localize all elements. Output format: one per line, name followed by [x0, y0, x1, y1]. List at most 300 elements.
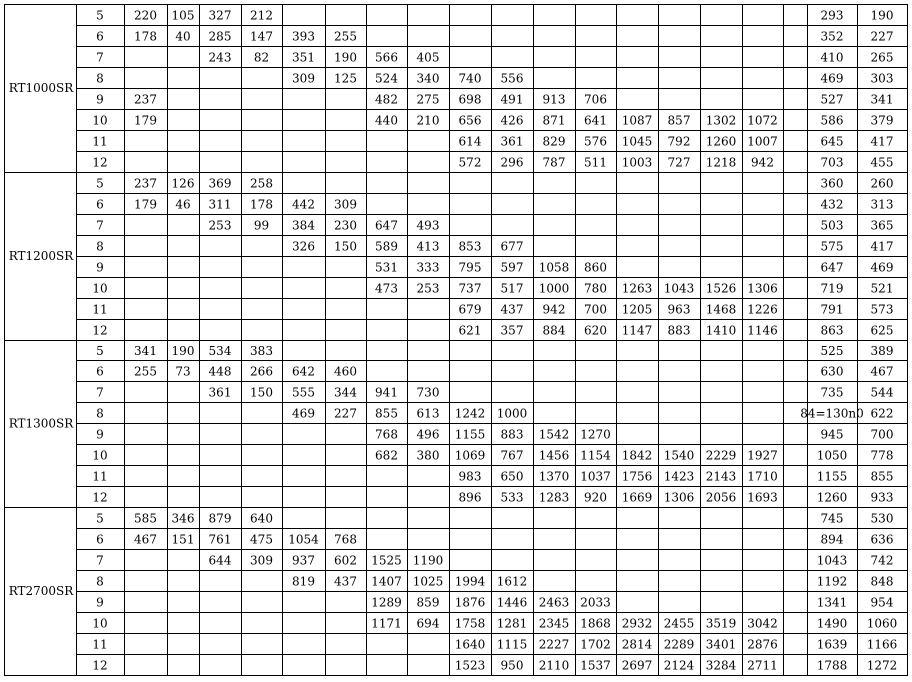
table-cell: 285 [208, 29, 232, 44]
table-cell-c1: 586 [820, 113, 844, 128]
table-cell: 1283 [538, 490, 570, 505]
table-cell: 761 [208, 532, 232, 547]
row-number: 12 [92, 323, 108, 338]
table-cell: 1270 [580, 427, 611, 442]
table-cell-c1: 503 [820, 218, 844, 233]
table-cell: 178 [134, 29, 157, 44]
table-cell: 1146 [747, 323, 778, 338]
table-cell: 383 [250, 344, 273, 358]
table-cell: 2711 [747, 658, 778, 673]
table-cell: 40 [175, 29, 191, 44]
row-number: 11 [92, 302, 108, 317]
row-divider [76, 67, 908, 68]
table-cell: 440 [375, 113, 398, 128]
table-cell: 1069 [454, 448, 486, 463]
row-number: 10 [92, 448, 108, 463]
table-cell: 467 [134, 532, 157, 547]
table-cell: 361 [208, 385, 232, 400]
table-cell: 613 [416, 406, 440, 421]
table-cell: 1155 [454, 427, 486, 442]
table-cell-c2: 855 [870, 469, 894, 484]
row-number: 12 [92, 155, 108, 170]
table-cell: 493 [416, 218, 440, 233]
row-divider [76, 591, 908, 592]
row-divider [76, 46, 908, 47]
table-cell: 920 [584, 490, 607, 505]
table-cell-c1: 1788 [816, 658, 848, 673]
table-cell: 1540 [663, 448, 695, 463]
row-divider [76, 235, 908, 236]
table-cell-c2: 700 [870, 427, 894, 442]
row-number: 9 [96, 260, 104, 275]
table-cell: 656 [458, 113, 482, 128]
table-cell: 3284 [705, 658, 737, 673]
table-cell: 576 [584, 134, 607, 149]
table-cell: 884 [542, 323, 566, 338]
table-cell-c2: 313 [870, 197, 894, 212]
table-cell-c2: 544 [870, 385, 894, 400]
table-cell: 220 [134, 8, 157, 23]
table-cell: 309 [334, 197, 357, 212]
table-cell: 413 [416, 239, 440, 254]
table-cell: 253 [416, 281, 440, 296]
table-cell: 1526 [705, 281, 737, 296]
table-cell: 333 [416, 260, 440, 275]
model-label: RT1300SR [8, 416, 74, 431]
row-number: 8 [96, 406, 104, 421]
table-cell: 243 [208, 50, 232, 65]
table-cell-c1: 1260 [816, 490, 848, 505]
row-number: 12 [92, 658, 108, 673]
row-divider [76, 88, 908, 89]
table-cell: 1756 [621, 469, 653, 484]
table-cell: 442 [292, 197, 315, 212]
table-cell: 589 [375, 239, 398, 254]
row-number: 10 [92, 113, 108, 128]
table-cell: 150 [250, 385, 273, 400]
table-cell: 473 [375, 281, 398, 296]
table-cell-c2: 573 [870, 302, 894, 317]
table-cell: 227 [334, 406, 357, 421]
table-cell: 1115 [496, 637, 528, 652]
table-cell: 556 [500, 71, 524, 86]
table-cell: 1842 [621, 448, 653, 463]
table-cell-c1: 647 [820, 260, 844, 275]
table-cell-c1: 527 [820, 92, 844, 107]
table-cell: 2056 [705, 490, 737, 505]
row-divider [76, 402, 908, 403]
table-cell: 700 [584, 302, 607, 317]
table-cell-c2: 365 [870, 218, 894, 233]
table-cell-c2: 933 [870, 490, 894, 505]
table-cell: 787 [542, 155, 566, 170]
table-cell: 327 [208, 8, 232, 23]
table-cell: 2124 [663, 658, 695, 673]
row-divider [76, 444, 908, 445]
table-cell-c1: 1341 [816, 595, 848, 610]
table-cell: 983 [458, 469, 482, 484]
model-label: RT1000SR [8, 81, 74, 95]
table-cell: 147 [250, 29, 273, 44]
table-cell: 640 [250, 511, 273, 526]
table-cell: 1226 [747, 302, 778, 317]
model-label: RT1200SR [8, 249, 74, 263]
table-cell: 1523 [454, 658, 486, 673]
table-cell: 1154 [580, 448, 611, 463]
table-cell-c1: 525 [820, 344, 844, 358]
table-cell-c1: 703 [820, 155, 844, 170]
table-cell: 311 [208, 197, 232, 212]
table-cell: 125 [334, 71, 357, 86]
table-cell: 853 [458, 239, 482, 254]
table-cell-c1: 894 [820, 532, 844, 547]
table-cell: 344 [334, 385, 357, 400]
row-number: 6 [96, 29, 104, 44]
table-cell: 2229 [705, 448, 737, 463]
row-number: 6 [96, 364, 104, 379]
row-divider [76, 528, 908, 529]
table-cell: 795 [458, 260, 482, 275]
row-divider [76, 25, 908, 26]
table-cell: 1876 [454, 595, 486, 610]
table-cell: 531 [375, 260, 398, 275]
table-cell: 767 [500, 448, 524, 463]
row-number: 7 [96, 218, 104, 233]
table-cell: 230 [334, 218, 357, 233]
table-cell: 1468 [705, 302, 737, 317]
table-cell: 3401 [705, 637, 737, 652]
table-cell: 913 [542, 92, 566, 107]
table-cell: 351 [292, 50, 315, 65]
table-cell: 937 [292, 553, 315, 568]
table-cell: 1370 [538, 469, 570, 484]
table-cell-c2: 190 [870, 8, 894, 23]
table-cell-c2: 1060 [866, 616, 898, 631]
table-cell: 1302 [705, 113, 737, 128]
table-cell-c1: 745 [820, 511, 844, 526]
table-cell: 883 [500, 427, 524, 442]
table-cell: 641 [584, 113, 607, 128]
table-cell: 1927 [747, 448, 778, 463]
table-cell: 768 [375, 427, 398, 442]
table-cell: 524 [375, 71, 398, 86]
table-cell: 941 [375, 385, 398, 400]
table-cell: 1710 [747, 469, 778, 484]
table-cell: 621 [458, 323, 482, 338]
table-cell: 597 [500, 260, 524, 275]
table-cell: 253 [208, 218, 232, 233]
table-cell-c1: 630 [820, 364, 844, 379]
table-cell: 179 [134, 197, 157, 212]
table-cell: 1263 [621, 281, 653, 296]
table-cell: 346 [171, 511, 195, 526]
row-divider [76, 214, 908, 215]
table-cell: 1758 [454, 616, 486, 631]
table-cell-c1: 1639 [816, 637, 848, 652]
table-cell: 2345 [538, 616, 570, 631]
table-cell: 341 [134, 344, 157, 358]
table-cell: 460 [334, 364, 357, 379]
row-number: 8 [96, 71, 104, 86]
table-cell: 963 [667, 302, 691, 317]
table-cell-c1: 1050 [816, 448, 848, 463]
table-cell-c1: 293 [820, 8, 844, 23]
table-cell: 296 [500, 155, 524, 170]
row-number: 7 [96, 553, 104, 568]
table-cell: 2033 [580, 595, 611, 610]
row-divider [76, 570, 908, 571]
row-number: 11 [92, 134, 108, 149]
table-cell-c2: 848 [870, 574, 894, 589]
group-divider [4, 172, 908, 173]
table-cell: 1542 [538, 427, 570, 442]
table-cell-c1: 84=130n0 [800, 406, 864, 421]
table-cell: 1525 [371, 553, 402, 568]
table-cell: 679 [458, 302, 482, 317]
table-cell: 369 [208, 176, 232, 191]
row-number: 11 [92, 637, 108, 652]
row-divider [76, 654, 908, 655]
table-cell: 859 [416, 595, 440, 610]
table-cell-c1: 575 [820, 239, 844, 254]
table-cell: 1205 [621, 302, 653, 317]
table-cell: 534 [208, 344, 232, 358]
table-cell-c2: 303 [870, 71, 894, 86]
table-cell: 426 [500, 113, 524, 128]
row-divider [76, 109, 908, 110]
table-cell: 644 [208, 553, 232, 568]
table-cell: 3519 [705, 616, 737, 631]
table-cell: 179 [134, 113, 157, 128]
table-cell: 1171 [371, 616, 402, 631]
table-cell-c2: 530 [870, 511, 894, 526]
table-cell: 1994 [454, 574, 486, 589]
row-number: 6 [96, 197, 104, 212]
table-cell: 860 [584, 260, 607, 275]
table-cell: 585 [134, 511, 157, 526]
table-cell: 647 [375, 218, 398, 233]
table-cell: 768 [334, 532, 357, 547]
table-cell: 258 [250, 176, 273, 191]
table-cell: 740 [458, 71, 482, 86]
table-cell: 511 [584, 155, 607, 170]
row-divider [76, 423, 908, 424]
table-cell-c1: 432 [820, 197, 844, 212]
table-cell: 706 [584, 92, 607, 107]
table-cell: 237 [134, 176, 157, 191]
table-cell: 942 [751, 155, 774, 170]
table-cell: 694 [416, 616, 440, 631]
table-cell-c2: 265 [870, 50, 894, 65]
table-cell: 266 [250, 364, 273, 379]
row-divider [76, 298, 908, 299]
row-number: 5 [96, 344, 104, 358]
table-cell-c1: 360 [820, 176, 844, 191]
table-cell: 737 [458, 281, 482, 296]
table-cell: 2932 [621, 616, 653, 631]
table-cell: 871 [542, 113, 566, 128]
table-cell: 1000 [538, 281, 570, 296]
table-cell: 1003 [621, 155, 653, 170]
table-cell: 437 [334, 574, 357, 589]
table-cell: 698 [458, 92, 482, 107]
table-cell: 275 [416, 92, 440, 107]
table-cell: 361 [500, 134, 524, 149]
table-cell-c2: 260 [870, 176, 894, 191]
table-cell: 1043 [663, 281, 695, 296]
table-cell: 642 [292, 364, 315, 379]
table-cell: 3042 [747, 616, 778, 631]
row-number: 7 [96, 385, 104, 400]
table-cell-c2: 379 [870, 113, 894, 128]
row-divider [76, 151, 908, 152]
table-cell: 896 [458, 490, 482, 505]
row-divider [76, 193, 908, 194]
table-cell: 533 [500, 490, 524, 505]
table-cell: 1537 [580, 658, 611, 673]
row-number: 9 [96, 595, 104, 610]
row-divider [76, 256, 908, 257]
table-cell: 448 [208, 364, 232, 379]
group-divider [4, 507, 908, 508]
table-cell: 1260 [705, 134, 737, 149]
table-cell: 255 [134, 364, 157, 379]
row-number: 12 [92, 490, 108, 505]
table-cell: 2289 [663, 637, 695, 652]
table-cell: 82 [253, 50, 270, 65]
table-cell: 1147 [621, 323, 653, 338]
table-cell-c2: 417 [870, 134, 894, 149]
table-cell: 46 [175, 197, 191, 212]
table-cell: 105 [171, 8, 195, 23]
table-cell-c1: 791 [820, 302, 844, 317]
table-cell: 210 [416, 113, 440, 128]
table-cell: 1669 [621, 490, 653, 505]
table-cell: 393 [292, 29, 315, 44]
table-cell: 357 [500, 323, 524, 338]
table-cell: 309 [250, 553, 273, 568]
group-divider [4, 340, 908, 341]
table-cell-c2: 625 [870, 323, 894, 338]
table-cell: 2876 [747, 637, 778, 652]
table-cell-c1: 1490 [816, 616, 848, 631]
table-cell: 1306 [663, 490, 695, 505]
table-cell: 1000 [496, 406, 528, 421]
table-cell: 496 [416, 427, 440, 442]
table-cell: 126 [171, 176, 195, 191]
table-cell: 190 [334, 50, 357, 65]
row-divider [76, 612, 908, 613]
table-cell: 1410 [705, 323, 737, 338]
table-cell: 829 [542, 134, 566, 149]
table-cell: 883 [667, 323, 691, 338]
table-cell-c2: 636 [870, 532, 894, 547]
table-cell: 1640 [454, 637, 486, 652]
table-cell: 1037 [580, 469, 611, 484]
table-cell: 1693 [747, 490, 778, 505]
row-divider [76, 633, 908, 634]
table-cell: 380 [416, 448, 440, 463]
table-cell: 2455 [663, 616, 695, 631]
row-number: 8 [96, 239, 104, 254]
table-cell: 384 [292, 218, 315, 233]
table-cell: 482 [375, 92, 398, 107]
table-cell: 950 [500, 658, 524, 673]
table-cell-c1: 352 [820, 29, 844, 44]
row-number: 7 [96, 50, 104, 65]
table-cell: 2110 [538, 658, 570, 673]
table-cell: 437 [500, 302, 524, 317]
table-cell: 780 [584, 281, 607, 296]
table-cell: 2227 [538, 637, 570, 652]
table-cell-c2: 742 [870, 553, 894, 568]
table-cell: 677 [500, 239, 524, 254]
table-cell: 309 [292, 71, 315, 86]
row-divider [76, 360, 908, 361]
row-number: 6 [96, 532, 104, 547]
table-cell: 1218 [705, 155, 737, 170]
table-cell-c2: 778 [870, 448, 894, 463]
table-cell: 1456 [538, 448, 570, 463]
table-cell: 727 [667, 155, 691, 170]
table-cell: 2814 [621, 637, 653, 652]
table-cell: 178 [250, 197, 273, 212]
row-number: 11 [92, 469, 108, 484]
table-cell-c1: 735 [820, 385, 844, 400]
table-cell-c2: 455 [870, 155, 894, 170]
row-number: 9 [96, 92, 104, 107]
table-cell: 73 [175, 364, 191, 379]
table-cell: 1289 [371, 595, 402, 610]
row-divider [76, 381, 908, 382]
group-divider [4, 4, 908, 5]
table-cell: 566 [375, 50, 398, 65]
row-number: 10 [92, 281, 108, 296]
table-cell: 1045 [621, 134, 653, 149]
table-cell: 99 [253, 218, 270, 233]
table-cell: 1087 [621, 113, 653, 128]
table-cell-c1: 410 [820, 50, 844, 65]
table-cell: 1007 [747, 134, 778, 149]
table-cell: 2697 [621, 658, 653, 673]
table-cell-c2: 954 [870, 595, 894, 610]
table-cell-c2: 622 [870, 406, 894, 421]
table-cell: 1058 [538, 260, 570, 275]
table-cell: 855 [375, 406, 398, 421]
table-cell: 650 [500, 469, 524, 484]
row-divider [76, 130, 908, 131]
table-cell: 614 [458, 134, 482, 149]
row-number: 8 [96, 574, 104, 589]
table-cell: 1423 [663, 469, 695, 484]
table-cell-c1: 863 [820, 323, 844, 338]
table-cell: 190 [171, 344, 195, 358]
table-cell: 1407 [371, 574, 402, 589]
table-cell: 2143 [705, 469, 737, 484]
table-cell: 1281 [496, 616, 528, 631]
table-cell-c2: 1166 [866, 637, 898, 652]
table-cell: 469 [292, 406, 315, 421]
table-cell: 1054 [288, 532, 319, 547]
table-cell: 2463 [538, 595, 570, 610]
table-cell: 879 [208, 511, 232, 526]
row-divider [76, 277, 908, 278]
table-cell: 1868 [580, 616, 611, 631]
table-cell: 405 [416, 50, 440, 65]
table-cell: 1025 [412, 574, 444, 589]
row-number: 5 [96, 176, 104, 191]
table-cell: 340 [416, 71, 440, 86]
